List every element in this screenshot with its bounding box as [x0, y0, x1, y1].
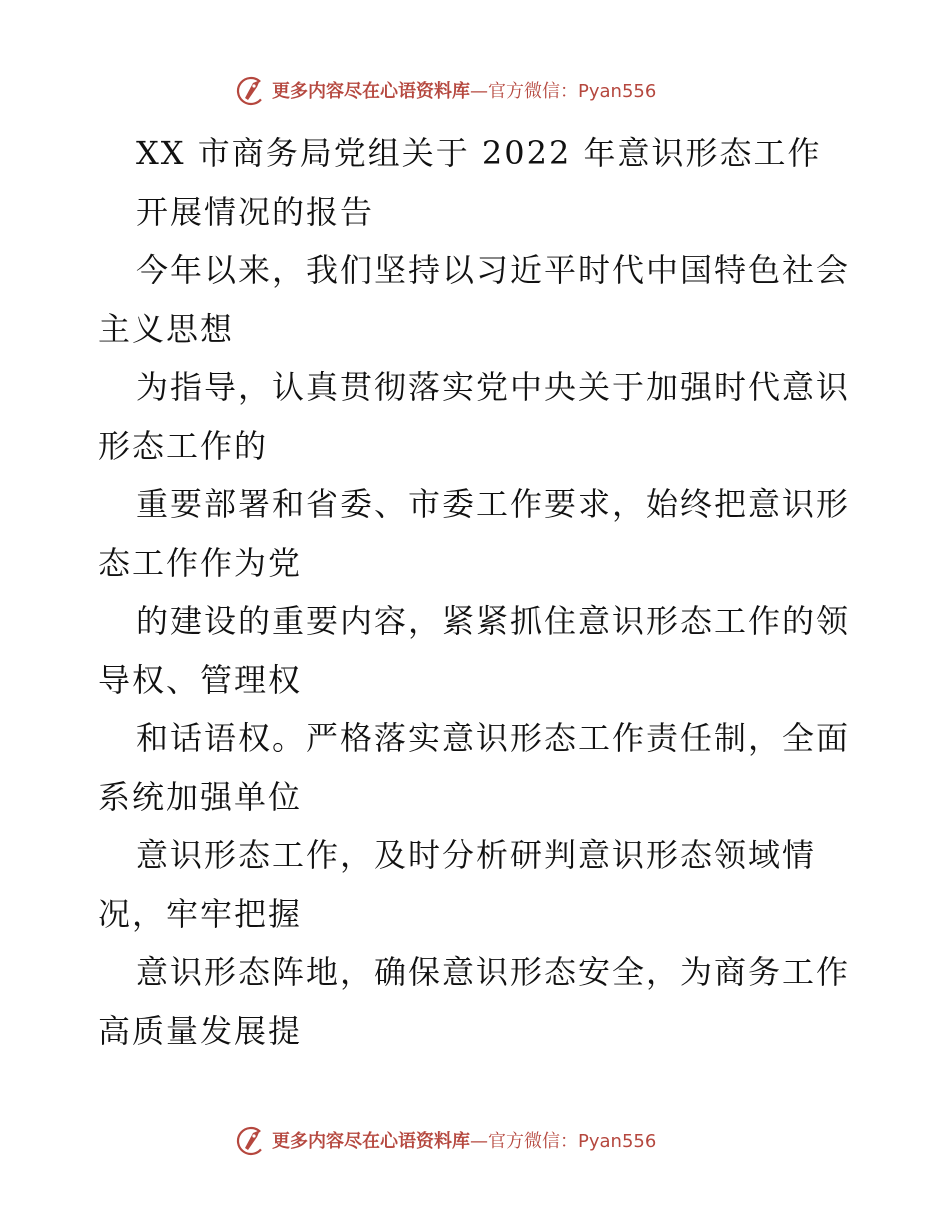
paragraph-line: 导权、管理权 — [98, 660, 303, 699]
watermark-site-name: 更多内容尽在心语资料库 — [272, 1131, 470, 1152]
watermark-contact: —官方微信：Pyan556 — [470, 1131, 657, 1152]
pen-nib-logo-icon — [236, 74, 268, 106]
paragraph-line: 和话语权。严格落实意识形态工作责任制，全面 — [136, 719, 851, 757]
header-watermark — [236, 74, 656, 106]
watermark-contact: —官方微信：Pyan556 — [470, 81, 657, 102]
paragraph-line: 态工作作为党 — [98, 543, 303, 582]
document-title-line-2: 开展情况的报告 — [136, 192, 375, 231]
paragraph-line: 高质量发展提 — [98, 1011, 303, 1050]
paragraph-line: 的建设的重要内容，紧紧抓住意识形态工作的领 — [136, 602, 851, 640]
paragraph-line: 重要部署和省委、市委工作要求，始终把意识形 — [136, 485, 851, 523]
paragraph-line: 为指导，认真贯彻落实党中央关于加强时代意识 — [136, 368, 851, 406]
paragraph-line: 况，牢牢把握 — [98, 894, 303, 933]
watermark-site-name: 更多内容尽在心语资料库 — [272, 81, 470, 102]
document-body — [98, 124, 858, 1060]
pen-nib-logo-icon — [236, 1124, 268, 1156]
paragraph-line: 意识形态工作，及时分析研判意识形态领域情 — [136, 836, 817, 874]
paragraph-line: 主义思想 — [98, 309, 235, 348]
paragraph-line: 形态工作的 — [98, 426, 269, 465]
footer-watermark — [236, 1124, 656, 1156]
document-title-line-1: XX 市商务局党组关于 2022 年意识形态工作 — [136, 134, 822, 172]
paragraph-line: 今年以来，我们坚持以习近平时代中国特色社会 — [136, 251, 851, 289]
paragraph-line: 系统加强单位 — [98, 777, 303, 816]
paragraph-line: 意识形态阵地，确保意识形态安全，为商务工作 — [136, 953, 851, 991]
